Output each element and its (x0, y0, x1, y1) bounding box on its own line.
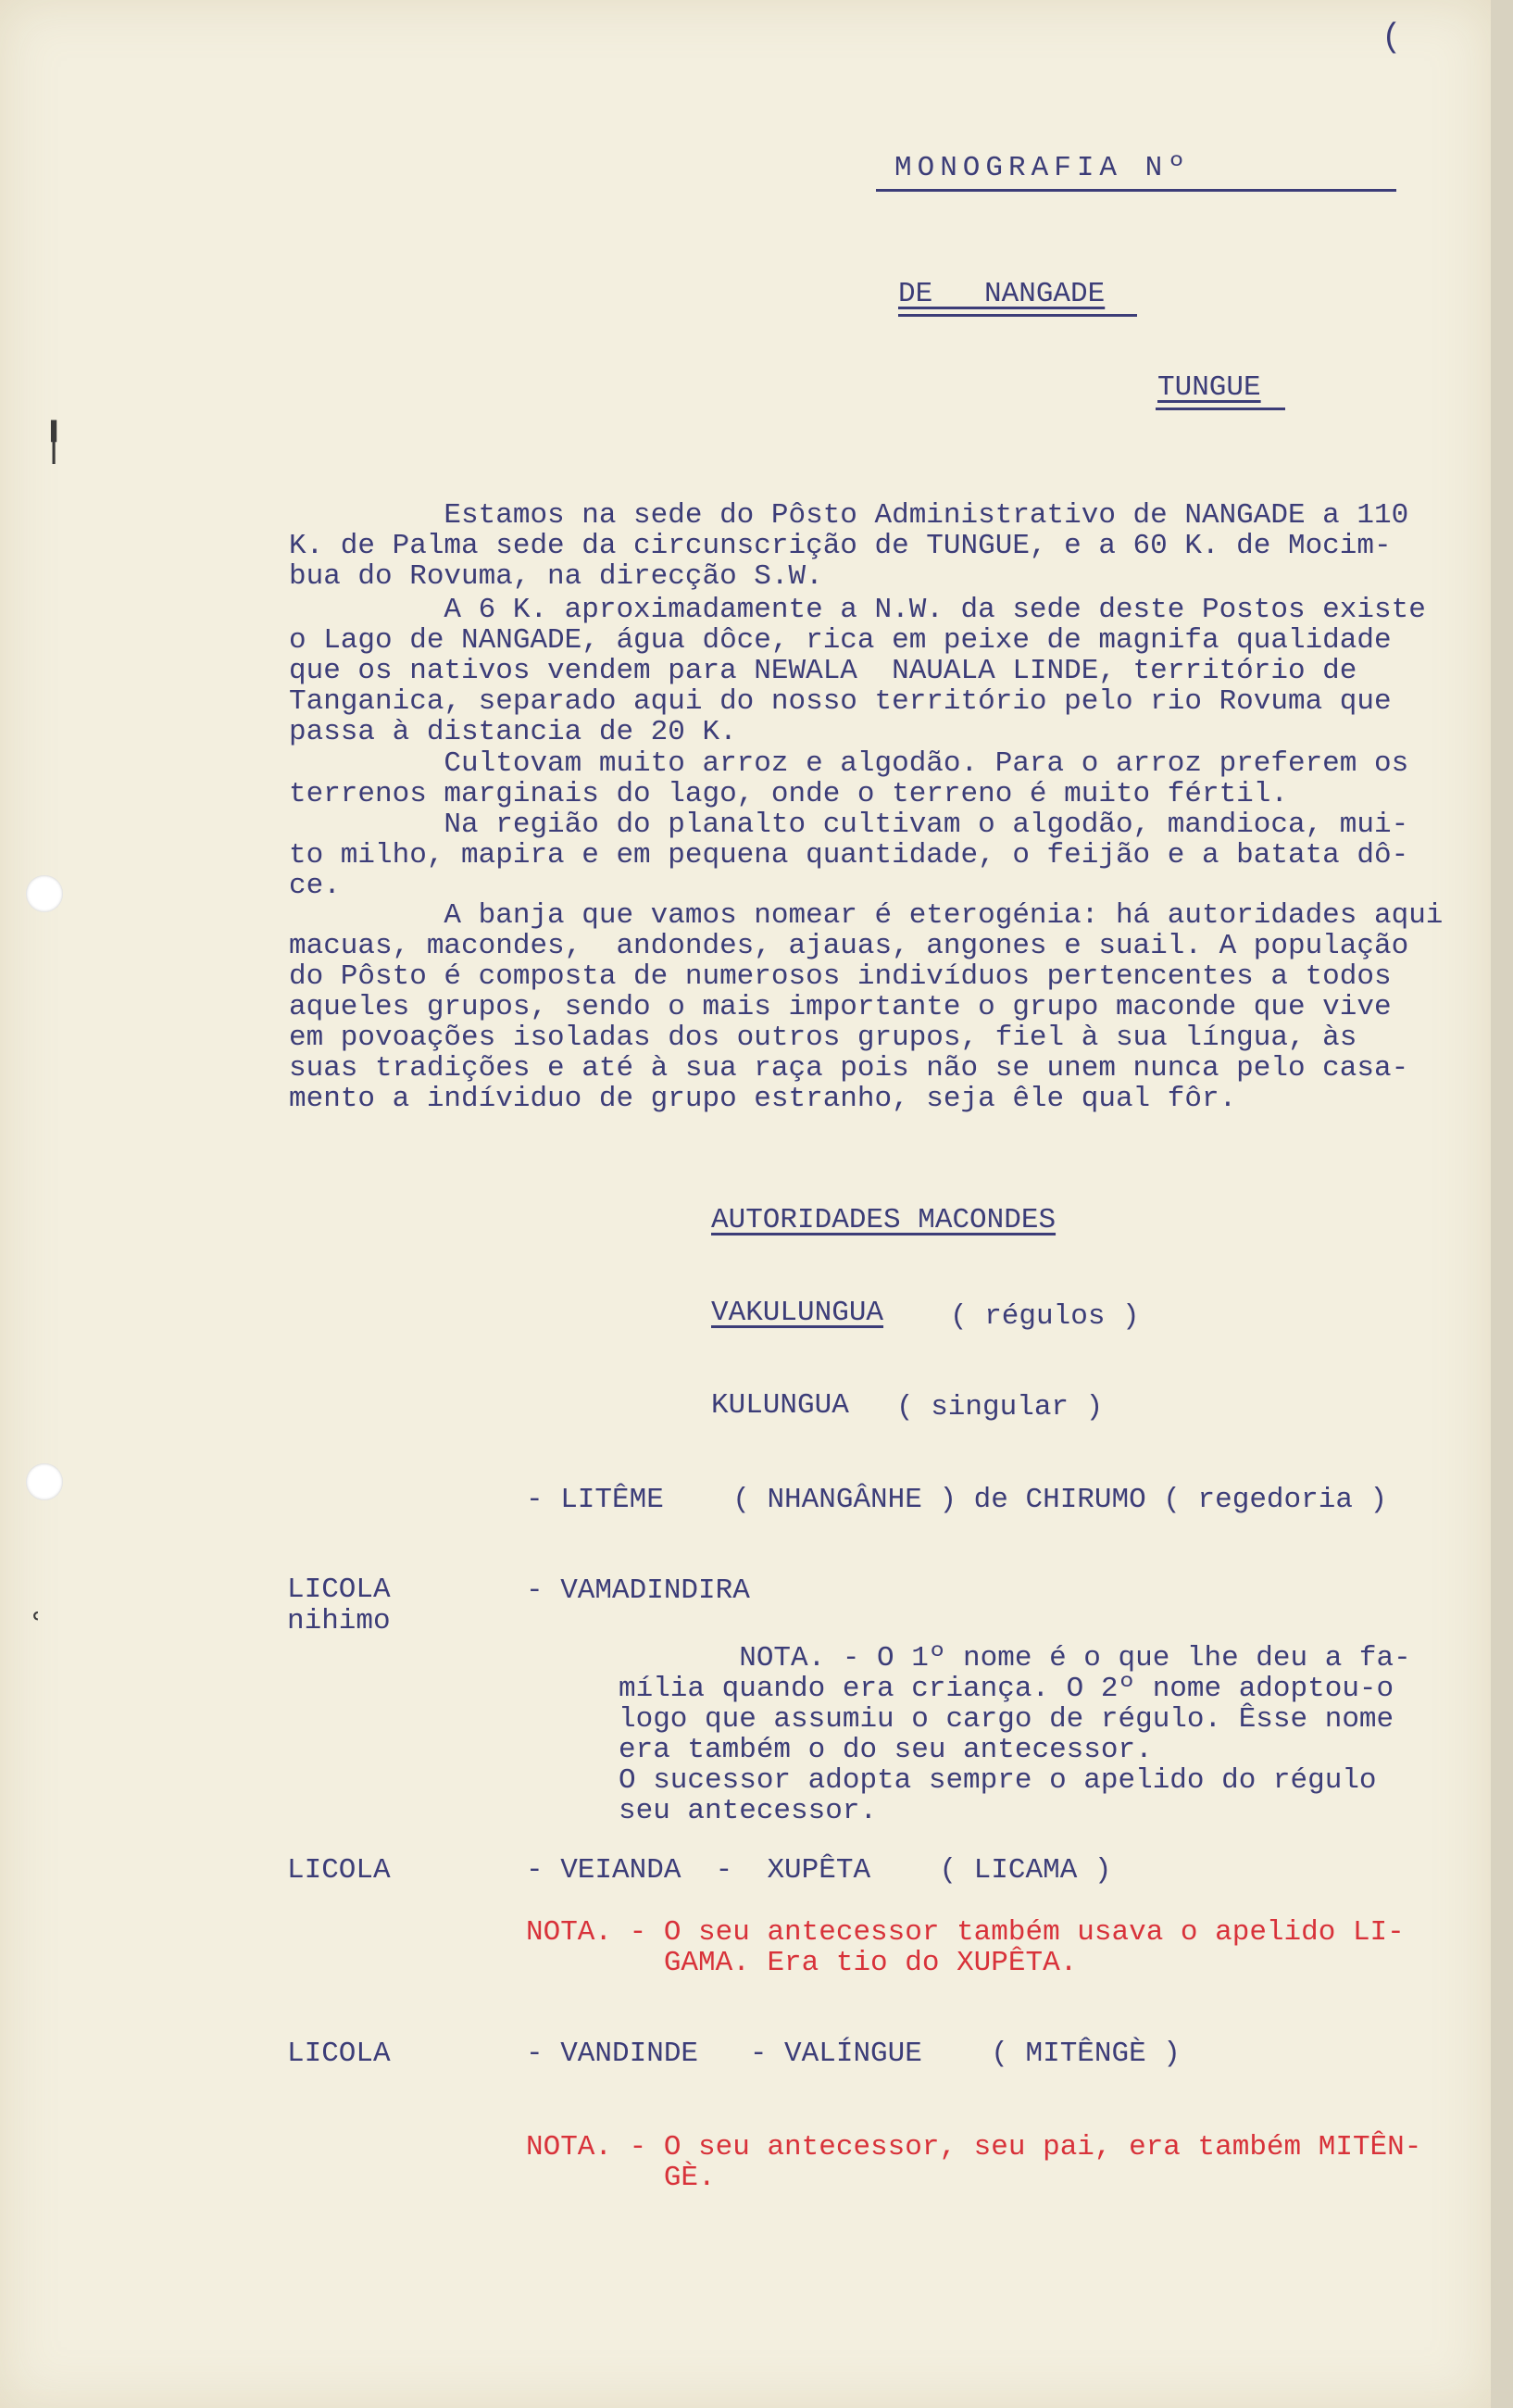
intro-paragraph-3: Cultovam muito arroz e algodão. Para o arroz preferem os terrenos marginais do lago, onde o terreno é muito fértil. (289, 747, 1409, 810)
term-singular-gloss: ( singular ) (896, 1391, 1104, 1423)
term-plural-gloss: ( régulos ) (950, 1300, 1140, 1333)
entry-3-label: LICOLA (287, 2038, 391, 2070)
entry-2-names: - VEIANDA - XUPÊTA ( LICAMA ) (526, 1854, 1112, 1887)
term-singular: KULUNGUA (711, 1389, 849, 1422)
term-plural: VAKULUNGUA (711, 1297, 884, 1329)
entry-1-names: - VAMADINDIRA (526, 1574, 750, 1607)
section-heading: AUTORIDADES MACONDES (711, 1204, 1057, 1236)
corner-paren: ( (1382, 19, 1402, 56)
circumscription-underline (1156, 408, 1285, 410)
doc-subtitle: DE NANGADE (898, 278, 1106, 310)
entry-2-label: LICOLA (287, 1854, 391, 1887)
page-edge (1491, 0, 1513, 2408)
subtitle-underline (898, 314, 1137, 317)
entry-3-names: - VANDINDE - VALÍNGUE ( MITÊNGÈ ) (526, 2038, 1181, 2070)
intro-paragraph-1: Estamos na sede do Pôsto Administrativo de NANGADE a 110 K. de Palma sede da circunscrição de TUNGUE, e a 60 K. de Mocim- bua do Rovuma, na direcção S.W. (289, 499, 1409, 593)
margin-mark: ╿ (43, 421, 66, 464)
title-underline (876, 189, 1396, 192)
doc-title: MONOGRAFIA Nº (894, 152, 1191, 184)
entry-1-label: LICOLA nihimo (287, 1574, 391, 1637)
entry-2-note: NOTA. - O seu antecessor também usava o apelido LI- GAMA. Era tio do XUPÊTA. (526, 1916, 1405, 1979)
entry-3-note: NOTA. - O seu antecessor, seu pai, era também MITÊN- GÈ. (526, 2131, 1422, 2194)
entry-1-note: NOTA. - O 1º nome é o que lhe deu a fa- mília quando era criança. O 2º nome adoptou-o logo que assumiu o cargo de régulo. Êsse nome era também o do seu antecessor. O sucessor adopta sempre o apelido do régulo seu antecessor. (619, 1642, 1411, 1827)
entry-litame: - LITÊME ( NHANGÂNHE ) de CHIRUMO ( regedoria ) (526, 1484, 1388, 1516)
intro-paragraph-5: A banja que vamos nomear é eterogénia: há autoridades aqui macuas, macondes, andondes, ajauas, angones e suail. A população do Pôsto é composta de numerosos indivíduos pertencentes a todos aqueles grupos, sendo o mais importante o grupo maconde que vive em povoações isoladas dos outros grupos, fiel à sua língua, às suas tradições e até à sua raça pois não se unem nunca pelo casa- mento a indíviduo de grupo estranho, seja êle qual fôr. (289, 899, 1444, 1115)
punch-hole-top (26, 875, 63, 912)
margin-mark-2: ʿ (31, 1607, 43, 1645)
doc-circumscription: TUNGUE (1157, 371, 1261, 404)
intro-paragraph-2: A 6 K. aproximadamente a N.W. da sede deste Postos existe o Lago de NANGADE, água dôce, rica em peixe de magnifa qualidade que os nativos vendem para NEWALA NAUALA LINDE, território de Tanganica, separado aqui do nosso território pelo rio Rovuma que passa à distancia de 20 K. (289, 594, 1426, 748)
intro-paragraph-4: Na região do planalto cultivam o algodão, mandioca, mui- to milho, mapira e em pequena quantidade, o feijão e a batata dô- ce. (289, 809, 1409, 902)
punch-hole-bottom (26, 1463, 63, 1500)
